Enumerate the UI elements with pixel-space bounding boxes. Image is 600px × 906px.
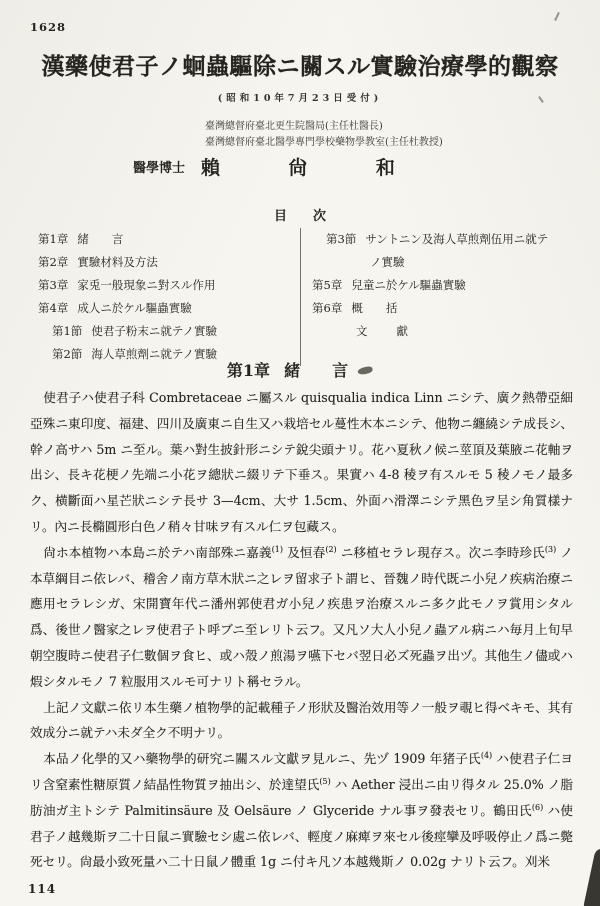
- scan-smudge-bottom-right: [582, 847, 600, 906]
- toc-item: [38, 297, 293, 320]
- footnote-ref: (6): [531, 802, 544, 812]
- toc-item: [38, 274, 293, 297]
- toc-item: [312, 228, 574, 251]
- toc-item-continuation: [312, 251, 574, 274]
- paragraph: [30, 385, 573, 540]
- affiliation-line-2: 臺灣總督府臺北醫學專門學校藥物學教室(主任杜教授): [205, 136, 443, 148]
- toc-item-title: 文 獻: [356, 324, 410, 338]
- toc-item: [38, 228, 293, 251]
- section-heading-title: 緒 言: [284, 361, 349, 380]
- author-degree: 醫學博士: [133, 161, 186, 176]
- toc-item-title: ノ實驗: [370, 255, 405, 269]
- page-number-bottom: 114: [28, 882, 57, 896]
- scan-artifact: [554, 12, 560, 21]
- toc-item: [38, 251, 293, 274]
- affiliation-line-1: 臺灣總督府臺北更生院醫局(主任杜醫長): [205, 121, 383, 132]
- toc-left-column: [38, 228, 293, 366]
- toc-item-title: 海人草煎劑ニ就テノ實驗: [91, 347, 218, 361]
- toc-item-title: サントニン及海人草煎劑伍用ニ就テ: [365, 232, 549, 246]
- toc-item: [312, 320, 574, 343]
- paragraph: [30, 746, 573, 875]
- toc-item-title: 兒童ニ於ケル驅蟲實驗: [351, 278, 466, 292]
- toc-item: [312, 274, 574, 297]
- text-run: 本品ノ化學的又ハ藥物學的研究ニ關スル文獻ヲ見ルニ、先ヅ 1909 年猪子氏: [43, 751, 481, 767]
- article-title: 漢藥使君子ノ蛔蟲驅除ニ關スル實驗治療學的觀察: [41, 53, 559, 80]
- text-run: ハ Aether 浸出ニ由リ得タル 25.0% ノ脂肪油ガ主トシテ Palmitinsäure 及 Oelsäure ノ Glyceride ナル事ヲ發表セリ。鶴田氏: [30, 776, 573, 818]
- paragraph: [30, 695, 573, 747]
- footnote-ref: (4): [480, 750, 493, 760]
- table-of-contents: [38, 228, 574, 366]
- section-heading-number: 第1章: [226, 361, 271, 380]
- footnote-ref: (5): [319, 776, 331, 786]
- toc-item-title: 使君子粉末ニ就テノ實驗: [91, 324, 218, 338]
- section-heading: [0, 358, 600, 381]
- text-run: ニ移植セラレ現存ス。次ニ李時珍氏: [336, 544, 545, 560]
- toc-item-number: 第6章: [312, 301, 343, 315]
- text-run: ハ使君子ノ越幾斯ヲ二十日鼠ニ實驗セシ處ニ依レバ、輕度ノ麻痺ヲ來セル後痙攣及呼吸停止ノ爲ニ斃死セリ。尙最小致死量ハ二十日鼠ノ體重 1g ニ付キ凡ソ本越幾斯ノ 0.02g ナリト云フ。刈米: [30, 802, 573, 870]
- received-date: (昭和10年7月23日受付): [217, 93, 383, 104]
- toc-item-number: 第1章: [38, 232, 69, 246]
- toc-item-number: 第2節: [52, 347, 83, 361]
- toc-item-number: 第3節: [326, 232, 357, 246]
- text-run: ハ使君子仁ヨリ含窒素性糖原質ノ結晶性物質ヲ抽出シ、於達望氏: [30, 751, 573, 792]
- article-body: [30, 385, 573, 875]
- toc-item-number: 第1節: [52, 324, 83, 338]
- footnote-ref: (3): [544, 544, 557, 554]
- toc-item: [312, 297, 574, 320]
- toc-item-number: 第3章: [38, 278, 69, 292]
- toc-right-column: [300, 228, 574, 366]
- toc-item-number: 第2章: [38, 255, 69, 269]
- toc-item-title: 概 括: [351, 301, 398, 315]
- page-number-top: 1628: [30, 20, 67, 34]
- toc-item-title: 實驗材料及方法: [77, 255, 158, 269]
- footnote-ref: (2): [325, 544, 337, 554]
- text-run: ノ本草綱目ニ依レバ、稽舍ノ南方草木狀ニ之レヲ留求子ト謂ヒ、晉魏ノ時代既ニ小兒ノ疾病治療ニ應用セラレシガ、宋開寶年代ニ潘州郭使君ガ小兒ノ疾患ヲ治療スルニ多ク此モノヲ賞用シタル爲、後世ノ醫家之レヲ使君子ト呼ブニ至レリト云フ。又凡ソ大人小兒ノ蟲アル病ニハ毎月上旬早朝空腹時ニ使君子仁數個ヲ食ヒ、或ハ殼ノ煎湯ヲ嚥下セバ翌日必ズ死蟲ヲ出ヅ。其他生ノ儘或ハ煆シタルモノ 7 粒服用スルモ可ナリト稱セラル。: [30, 544, 573, 689]
- text-run: 上記ノ文獻ニ依リ本生藥ノ植物學的記載種子ノ形狀及醫治效用等ノ一般ヲ覗ヒ得ベキモ、其有效成分ニ就テハ未ダ全ク不明ナリ。: [30, 699, 573, 741]
- paragraph: [30, 540, 573, 695]
- ink-blot-artifact: [357, 366, 373, 375]
- toc-item-title: 成人ニ於ケル驅蟲實驗: [77, 301, 192, 315]
- author-name: 賴尙和: [201, 157, 464, 179]
- author-line: [133, 153, 463, 180]
- toc-item-number: 第5章: [312, 278, 343, 292]
- text-run: 及恒春: [282, 544, 326, 560]
- text-run: 尙ホ本植物ハ本島ニ於テハ南部殊ニ嘉義: [43, 544, 272, 560]
- text-run: 使君子ハ使君子科 Combretaceae ニ屬スル quisqualia indica Linn ニシテ、廣ク熱帶亞細亞殊ニ東印度、福建、四川及廣東ニ自生又ハ栽培セル蔓性木本ニシテ、他物ニ纏繞シテ成長シ、幹ノ高サハ 5m ニ至ル。葉ハ對生披針形ニシテ銳尖頭ナリ。花ハ夏秋ノ候ニ莖頂及葉腋ニ花軸ヲ出シ、長キ花梗ノ先端ニ小花ヲ總狀ニ綴リテ下垂ス。果實ハ 4-8 稜ヲ有スルモ 5 稜ノモノ最多ク、横斷面ハ星芒狀ニシテ長サ 3—4cm、大サ 1.5cm、外面ハ滑澤ニシテ黑色ヲ呈シ角質樣ナリ。內ニ長橢圓形白色ノ稍々甘味ヲ有スル仁ヲ包藏ス。: [30, 390, 573, 534]
- toc-item: [38, 320, 293, 343]
- toc-item-title: 緒 言: [77, 232, 124, 246]
- affiliations: [205, 119, 443, 150]
- toc-item-title: 家兎一般現象ニ對スル作用: [77, 278, 216, 292]
- footnote-ref: (1): [271, 544, 283, 554]
- toc-heading: 目 次: [273, 209, 326, 224]
- toc-item-number: 第4章: [38, 301, 69, 315]
